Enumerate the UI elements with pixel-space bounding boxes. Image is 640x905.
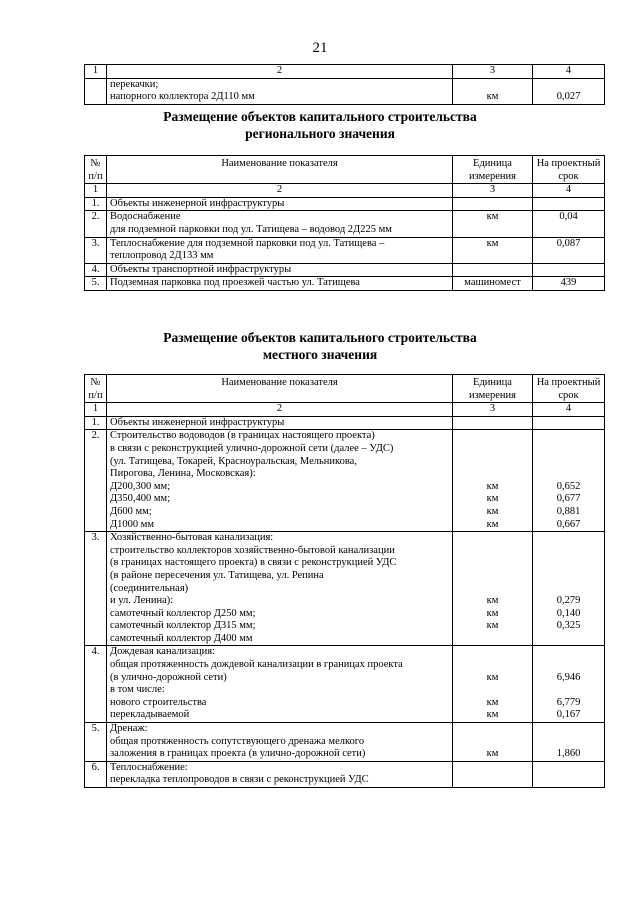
local-heading-line-1: Размещение объектов капитального строительства [163,330,477,345]
row-unit [453,646,533,723]
row-name [107,263,453,277]
row-name-line: Дренаж: [110,723,148,735]
row-number: 1. [85,197,107,211]
row-value-line [536,417,601,430]
row-unit-line: км [486,748,499,760]
column-index-cell: 1 [85,403,107,417]
row-value [533,416,605,430]
row-value [533,78,605,104]
local-heading [0,329,640,363]
row-number: 2. [85,430,107,532]
row-name-line: Д350,400 мм; [110,493,171,505]
header-row [85,156,605,184]
row-name [107,646,453,723]
row-value-line: 0,677 [556,493,581,505]
row-unit [453,211,533,237]
table-row [85,263,605,277]
table-row [85,197,605,211]
row-number [85,78,107,104]
row-unit-line [456,659,529,672]
column-index-cell: 2 [107,65,453,79]
regional-heading-line-1: Размещение объектов капитального строительства [163,109,477,124]
header-name: Наименование показателя [107,375,453,403]
row-name-line: перекладываемой [110,709,190,721]
row-unit-line [456,736,529,749]
row-name [107,723,453,762]
row-number: 3. [85,532,107,646]
row-value-line [536,79,601,92]
row-name [107,237,453,263]
row-name-line: Объекты инженерной инфраструктуры [110,416,285,428]
row-unit-line: км [486,505,499,517]
row-unit-line: км [486,480,499,492]
row-unit-line [456,430,529,443]
header-num: № п/п [85,375,107,403]
row-unit-line [456,557,529,570]
row-name-line: Строительство водоводов (в границах настоящего проекта) [110,430,375,442]
row-name-line: напорного коллектора 2Д110 мм [110,91,255,103]
row-value-line: 0,087 [556,237,581,249]
row-value-line: 0,027 [556,91,581,103]
row-number: 5. [85,277,107,291]
row-unit [453,277,533,291]
row-name-line: и ул. Ленина): [110,595,174,607]
row-value-line [536,545,601,558]
row-name-line: (в районе пересечения ул. Татищева, ул. Репина [110,569,324,581]
row-name-line: Д200,300 мм; [110,480,171,492]
row-number: 4. [85,263,107,277]
row-name [107,78,453,104]
row-unit-line: км [486,493,499,505]
row-value-line [536,532,601,545]
row-unit-line: км [486,518,499,530]
column-index-cell: 4 [533,184,605,198]
row-value [533,211,605,237]
row-value-line [536,723,601,736]
row-name-line: нового строительства [110,696,207,708]
row-name-line: для подземной парковки под ул. Татищева – водовод 2Д225 мм [110,223,392,235]
row-name-line: в том числе: [110,684,165,696]
row-unit-line: км [486,237,499,249]
row-name-line: Водоснабжение [110,211,181,223]
row-value-line [536,456,601,469]
header-value: На проектный срок [533,156,605,184]
row-value-line: 1,860 [556,748,581,760]
row-unit-line: км [486,595,499,607]
column-index-cell: 3 [453,403,533,417]
row-unit-line [456,633,529,646]
row-value [533,263,605,277]
row-value-line: 0,667 [556,518,581,530]
row-unit-line [456,583,529,596]
row-unit-line [456,198,529,211]
column-index-row [85,403,605,417]
row-unit [453,197,533,211]
row-name-line: перекладка теплопроводов в связи с реконструкцией УДС [110,774,369,786]
row-value [533,761,605,787]
row-value-line [536,774,601,787]
row-unit-line [456,443,529,456]
row-name [107,532,453,646]
column-index-cell: 4 [533,403,605,417]
row-value [533,197,605,211]
row-number: 5. [85,723,107,762]
page-number: 21 [312,40,328,56]
row-name-line: Д1000 мм [110,518,155,530]
regional-table [84,155,605,291]
row-unit-line [456,646,529,659]
row-unit [453,263,533,277]
row-unit-line [456,468,529,481]
row-name-line: Объекты инженерной инфраструктуры [110,197,285,209]
row-value-line [536,430,601,443]
row-value [533,237,605,263]
row-value-line: 0,04 [559,211,578,223]
row-unit-line [456,762,529,775]
table-row [85,237,605,263]
row-unit-line [456,264,529,277]
row-name-line: (соединительная) [110,582,189,594]
row-unit-line [456,545,529,558]
row-name-line: перекачки; [110,78,159,90]
row-value-line: 0,167 [556,709,581,721]
row-value-line [536,583,601,596]
row-unit [453,78,533,104]
table-row [85,761,605,787]
table-row [85,430,605,532]
row-unit-line [456,79,529,92]
table-row [85,211,605,237]
row-name [107,761,453,787]
row-name-line: теплопровод 2Д133 мм [110,250,214,262]
row-unit-line: км [486,620,499,632]
row-name-line: Теплоснабжение: [110,761,188,773]
row-unit-line: км [486,607,499,619]
table-row [85,723,605,762]
row-unit-line: км [486,671,499,683]
row-unit-line: км [486,696,499,708]
row-name [107,211,453,237]
row-value-line: 6,779 [556,696,581,708]
row-unit [453,723,533,762]
row-value-line [536,570,601,583]
row-name-line: (в улично-дорожной сети) [110,671,227,683]
row-unit-line [456,723,529,736]
column-index-cell: 3 [453,65,533,79]
header-row [85,375,605,403]
table-row [85,646,605,723]
row-unit-line [456,417,529,430]
row-name-line: заложения в границах проекта (в улично-дорожной сети) [110,748,366,760]
row-unit-line: машиномест [464,277,521,289]
header-num: № п/п [85,156,107,184]
local-heading-line-2: местного значения [262,347,378,362]
row-name [107,197,453,211]
row-name [107,430,453,532]
row-unit-line [456,774,529,787]
row-name [107,277,453,291]
row-value-line [536,264,601,277]
row-value-line [536,468,601,481]
row-value-line: 6,946 [556,671,581,683]
row-value-line [536,736,601,749]
row-unit-line: км [486,91,499,103]
row-unit-line [456,570,529,583]
header-unit: Единица измерения [453,375,533,403]
row-value-line: 0,881 [556,505,581,517]
table-row [85,416,605,430]
row-unit-line [456,532,529,545]
row-value [533,277,605,291]
row-value-line [536,198,601,211]
row-name-line: Теплоснабжение для подземной парковки под ул. Татищева – [110,237,385,249]
table-row [85,78,605,104]
row-unit-line: км [486,211,499,223]
row-name-line: Объекты транспортной инфраструктуры [110,263,292,275]
row-number: 6. [85,761,107,787]
row-number: 3. [85,237,107,263]
row-value-line [536,684,601,697]
row-value-line [536,633,601,646]
row-name [107,416,453,430]
header-name: Наименование показателя [107,156,453,184]
row-number: 1. [85,416,107,430]
row-name-line: самотечный коллектор Д315 мм; [110,620,256,632]
row-value-line [536,762,601,775]
column-index-cell: 1 [85,184,107,198]
row-name-line: Дождевая канализация: [110,646,215,658]
row-value-line: 0,325 [556,620,581,632]
row-number: 4. [85,646,107,723]
row-name-line: общая протяженность дождевой канализации в границах проекта [110,659,403,671]
row-number: 2. [85,211,107,237]
row-value-line [536,557,601,570]
header-value: На проектный срок [533,375,605,403]
row-unit [453,416,533,430]
row-unit-line: км [486,709,499,721]
column-index-cell: 2 [107,184,453,198]
row-value [533,646,605,723]
row-value [533,532,605,646]
row-value-line: 0,652 [556,480,581,492]
table-row [85,277,605,291]
column-index-cell: 3 [453,184,533,198]
row-value-line: 0,279 [556,595,581,607]
row-value-line: 0,140 [556,607,581,619]
regional-heading-line-2: регионального значения [245,126,395,141]
row-name-line: Пирогова, Ленина, Московская): [110,468,256,480]
row-name-line: Д600 мм; [110,505,152,517]
row-unit [453,237,533,263]
row-unit-line [456,684,529,697]
continuation-table [84,64,605,105]
row-value-line [536,443,601,456]
row-unit-line [456,456,529,469]
row-value-line [536,646,601,659]
row-unit [453,532,533,646]
row-name-line: самотечный коллектор Д400 мм [110,632,253,644]
column-index-row [85,184,605,198]
row-name-line: самотечный коллектор Д250 мм; [110,607,256,619]
column-index-cell: 1 [85,65,107,79]
column-index-cell: 4 [533,65,605,79]
row-value [533,430,605,532]
column-index-cell: 2 [107,403,453,417]
column-index-row [85,65,605,79]
row-name-line: в связи с реконструкцией улично-дорожной сети (далее – УДС) [110,442,394,454]
row-name-line: (ул. Татищева, Токарей, Красноуральская, Мельникова, [110,455,357,467]
row-name-line: Подземная парковка под проезжей частью ул. Татищева [110,277,360,289]
table-row [85,532,605,646]
row-value-line: 439 [560,277,577,289]
row-name-line: (в границах настоящего проекта) в связи с реконструкцией УДС [110,557,397,569]
row-unit [453,430,533,532]
row-value-line [536,659,601,672]
local-table [84,374,605,788]
regional-heading [0,108,640,142]
header-unit: Единица измерения [453,156,533,184]
row-unit [453,761,533,787]
row-name-line: строительство коллекторов хозяйственно-бытовой канализации [110,544,395,556]
row-name-line: общая протяженность сопутствующего дренажа мелкого [110,735,365,747]
row-value [533,723,605,762]
row-name-line: Хозяйственно-бытовая канализация: [110,532,274,544]
